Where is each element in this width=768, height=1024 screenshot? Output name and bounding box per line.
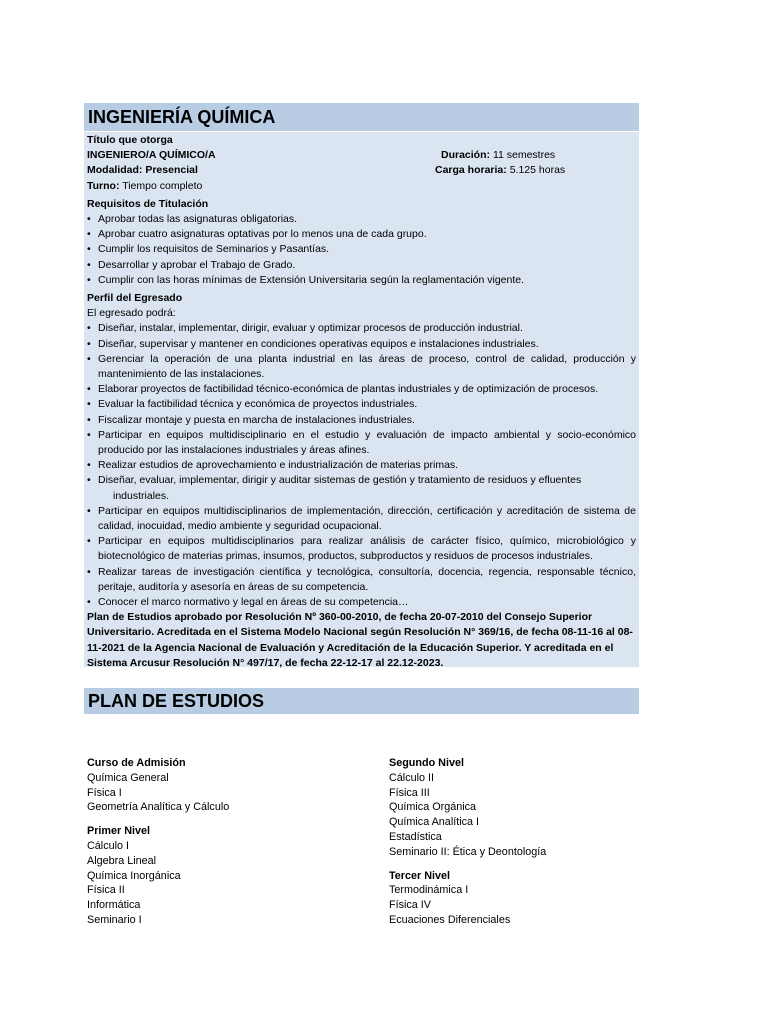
program-info-box (84, 132, 639, 667)
list-item: • Desarrollar y aprobar el Trabajo de Grado. (87, 258, 636, 273)
subject: Química Analítica I (389, 816, 480, 829)
perfil-list (87, 321, 636, 610)
subject: Química General (87, 771, 169, 784)
titulo-value: INGENIERO/A QUÍMICO/A (87, 149, 216, 162)
carga-label: Carga horaria: (435, 164, 507, 177)
subject: Seminario II: Ética y Deontología (389, 845, 547, 858)
list-item: • Diseñar, supervisar y mantener en condiciones operativas equipos e instalaciones industriales. (87, 337, 636, 352)
perfil-intro: El egresado podrá: (87, 307, 176, 320)
subject: Cálculo I (87, 839, 130, 852)
modalidad: Modalidad: Presencial (87, 164, 198, 177)
carga-horaria (435, 163, 565, 178)
level-heading: Curso de Admisión (87, 757, 186, 769)
list-item: • Participar en equipos multidisciplinario en el estudio y evaluación de impacto ambiental y socio-económico producido por las instalaciones industriales y áreas afines. (87, 428, 636, 458)
titulo-label: Título que otorga (87, 134, 173, 146)
resolucion-text: Plan de Estudios aprobado por Resolución Nº 360-00-2010, de fecha 20-07-2010 del Consejo Superior Universitario. Acreditada en el Sistema Modelo Nacional según Resolución N° 369/16, de fecha 08-11-16 al 08-11-2021 de la Agencia Nacional de Evaluación y Acreditación de la Educación Superior. Y acreditada en el Sistema Arcusur Resolución N° 497/17, de fecha 22-12-17 al 22.12-2023. (87, 611, 633, 669)
modalidad-row (87, 163, 636, 178)
subject: Física III (389, 786, 430, 799)
list-item: • Diseñar, instalar, implementar, dirigir, evaluar y optimizar procesos de producción industrial. (87, 321, 636, 336)
program-title: INGENIERÍA QUÍMICA (88, 106, 276, 127)
plan-left-column (87, 756, 229, 928)
titulo-row (87, 148, 636, 163)
list-item: • Evaluar la factibilidad técnica y económica de proyectos industriales. (87, 397, 636, 412)
requisitos-list (87, 212, 636, 288)
list-item: • Conocer el marco normativo y legal en áreas de su competencia… (87, 595, 636, 610)
list-item: • Realizar tareas de investigación científica y tecnológica, consultoría, docencia, regencia, responsable técnico, peritaje, auditoría y asesoría en áreas de su competencia. (87, 565, 636, 595)
turno-row (87, 179, 636, 194)
duracion-value: 11 semestres (492, 149, 556, 162)
list-item: • Participar en equipos multidisciplinarios para realizar análisis de carácter físico, químico, microbiológico y biotecnológico de materias primas, insumos, productos, subproductos y residuos de procesos industriales. (87, 534, 636, 564)
subject: Algebra Lineal (87, 854, 157, 867)
level-heading: Primer Nivel (87, 825, 151, 838)
list-item: • Elaborar proyectos de factibilidad técnico-económica de plantas industriales y de optimización de procesos. (87, 382, 636, 397)
list-item-continuation: industriales. (113, 489, 170, 502)
list-item: • Aprobar cuatro asignaturas optativas por lo menos una de cada grupo. (87, 227, 636, 242)
turno-value: Tiempo completo (122, 179, 203, 192)
level-heading: Segundo Nivel (389, 757, 464, 769)
subject: Física IV (389, 899, 431, 912)
subject: Química Inorgánica (87, 869, 181, 882)
level-heading: Tercer Nivel (389, 869, 451, 882)
list-item: • Gerenciar la operación de una planta industrial en las áreas de proceso, control de calidad, producción y mantenimiento de las instalaciones. (87, 352, 636, 382)
plan-title: PLAN DE ESTUDIOS (88, 690, 265, 711)
turno-label: Turno: (87, 179, 120, 192)
subject: Física II (87, 884, 125, 897)
subject: Geometría Analítica y Cálculo (87, 801, 230, 814)
plan-right-column (389, 756, 546, 928)
plan-title-bar (84, 688, 639, 714)
subject: Estadística (389, 830, 442, 843)
subject: Química Orgánica (389, 801, 477, 814)
duracion-label: Duración: (441, 149, 491, 162)
carga-value: 5.125 horas (509, 164, 566, 177)
list-item: • Fiscalizar montaje y puesta en marcha de instalaciones industriales. (87, 413, 636, 428)
subject: Termodinámica I (389, 884, 469, 897)
program-title-bar (84, 103, 639, 131)
subject: Física I (87, 786, 122, 799)
list-item (87, 473, 636, 503)
duracion (441, 148, 555, 163)
list-item: • Participar en equipos multidisciplinarios de implementación, dirección, certificación y acreditación de sistema de calidad, inocuidad, medio ambiente y seguridad ocupacional. (87, 504, 636, 534)
list-item: • Aprobar todas las asignaturas obligatorias. (87, 212, 636, 227)
subject: Cálculo II (389, 771, 435, 784)
subject: Ecuaciones Diferenciales (389, 913, 511, 926)
list-item: • Cumplir los requisitos de Seminarios y Pasantías. (87, 242, 636, 257)
perfil-heading: Perfil del Egresado (87, 292, 183, 304)
requisitos-heading: Requisitos de Titulación (87, 197, 209, 210)
list-item: • Realizar estudios de aprovechamiento e industrialización de materias primas. (87, 458, 636, 473)
subject: Informática (87, 899, 141, 912)
subject: Seminario I (87, 913, 142, 926)
list-item: • Cumplir con las horas mínimas de Extensión Universitaria según la reglamentación vigente. (87, 273, 636, 288)
list-item-text: • Diseñar, evaluar, implementar, dirigir y auditar sistemas de gestión y tratamiento de residuos y efluentes (98, 474, 582, 487)
